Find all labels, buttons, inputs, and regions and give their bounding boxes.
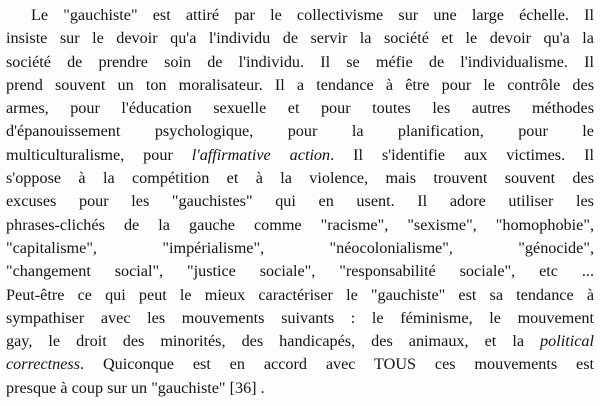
text-segment: . Quiconque est en accord avec TOUS ces mouvements est bbox=[80, 355, 594, 374]
text-segment: presque à coup sur un "gauchiste" [36] . bbox=[6, 378, 265, 397]
body-paragraph bbox=[6, 4, 594, 400]
text-line bbox=[6, 353, 594, 376]
text-line bbox=[6, 214, 594, 237]
text-line bbox=[6, 377, 594, 400]
text-line bbox=[6, 74, 594, 97]
italic-text-segment: correctness bbox=[6, 355, 81, 374]
text-line bbox=[6, 167, 594, 190]
text-line bbox=[6, 27, 594, 50]
text-segment: Peut-être ce qui peut le mieux caractériser le "gauchiste" est sa tendance à bbox=[6, 285, 594, 304]
text-line bbox=[6, 51, 594, 74]
text-segment: gay, le droit des minorités, des handicapés, des animaux, et la bbox=[6, 332, 541, 351]
text-segment: prend souvent un ton moralisateur. Il a tendance à être pour le contrôle des bbox=[6, 75, 594, 94]
text-segment: s'oppose à la compétition et à la violence, mais trouvent souvent des bbox=[6, 169, 594, 188]
text-segment: société de prendre soin de l'individu. Il se méfie de l'individualisme. Il bbox=[6, 52, 594, 71]
text-segment: "changement social", "justice sociale", "responsabilité sociale", etc ... bbox=[6, 262, 594, 281]
text-segment: sympathiser avec les mouvements suivants : le féminisme, le mouvement bbox=[6, 308, 594, 327]
text-line bbox=[6, 4, 594, 27]
text-line bbox=[6, 284, 594, 307]
text-line bbox=[6, 237, 594, 260]
text-segment: armes, pour l'éducation sexuelle et pour toutes les autres méthodes bbox=[6, 99, 594, 118]
text-segment: phrases-clichés de la gauche comme "racisme", "sexisme", "homophobie", bbox=[6, 215, 594, 234]
text-segment: "capitalisme", "impérialisme", "néocolonialisme", "génocide", bbox=[6, 238, 594, 257]
text-line bbox=[6, 307, 594, 330]
text-line bbox=[6, 330, 594, 353]
text-segment: excuses pour les "gauchistes" qui en usent. Il adore utiliser les bbox=[6, 192, 594, 211]
italic-text-segment: l'affirmative action bbox=[191, 145, 331, 164]
text-line bbox=[6, 190, 594, 213]
text-segment: d'épanouissement psychologique, pour la planification, pour le bbox=[6, 122, 594, 141]
text-line bbox=[6, 260, 594, 283]
text-segment: multiculturalisme, pour bbox=[6, 145, 192, 164]
text-segment: . Il s'identifie aux victimes. Il bbox=[330, 145, 594, 164]
italic-text-segment: political bbox=[540, 332, 594, 351]
text-line bbox=[6, 144, 594, 167]
text-line bbox=[6, 120, 594, 143]
text-segment: insiste sur le devoir qu'a l'individu de servir la société et le devoir qu'a la bbox=[6, 29, 594, 48]
text-line bbox=[6, 97, 594, 120]
text-segment: Le "gauchiste" est attiré par le collectivisme sur une large échelle. Il bbox=[31, 6, 594, 24]
